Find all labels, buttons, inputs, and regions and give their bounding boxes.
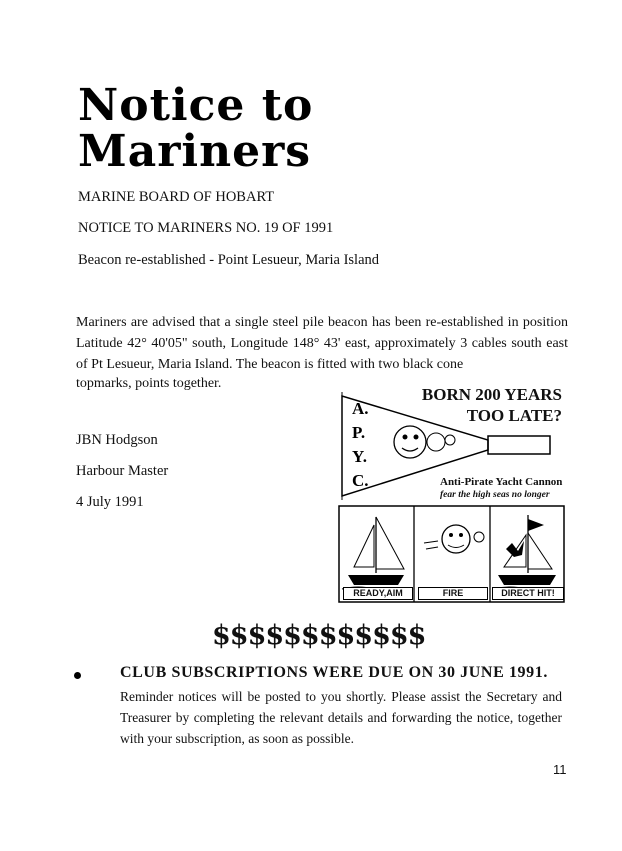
signatory-role: Harbour Master [76, 463, 169, 479]
panel-label-3: DIRECT HIT! [492, 587, 564, 600]
notice-number: NOTICE TO MARINERS NO. 19 OF 1991 [78, 220, 334, 236]
pennant-letter: A. [352, 399, 369, 418]
page-number: 11 [553, 762, 567, 777]
cannonball [427, 433, 445, 451]
pennant-letter: C. [352, 471, 369, 490]
cannonball-face [394, 426, 426, 458]
cannon-barrel [488, 436, 550, 454]
panel-label-2: FIRE [418, 587, 488, 600]
title-line-2: Mariners [78, 126, 312, 177]
pennant-letter: Y. [352, 447, 367, 466]
flying-cannonball [424, 525, 484, 553]
cannonball-small [445, 435, 455, 445]
subscriptions-text: Reminder notices will be posted to you shortly. Please assist the Secretary and Treasurer by completing the relevant details and forwarding the notice, together with your subscription, as soon as possible. [120, 689, 562, 746]
advert-tagline: fear the high seas no longer [440, 490, 550, 500]
board-name: MARINE BOARD OF HOBART [78, 189, 275, 205]
sailboat-left [342, 517, 408, 591]
advert-product: Anti-Pirate Yacht Cannon [440, 476, 563, 488]
notice-subject: Beacon re-established - Point Lesueur, Maria Island [78, 252, 380, 268]
advert-headline-2: TOO LATE? [466, 406, 562, 425]
dollar-banner: $$$$$$$$$$$$ [212, 620, 426, 651]
notice-date: 4 July 1991 [76, 494, 144, 510]
panel-label-1: READY,AIM [343, 587, 413, 600]
notice-paragraph: Mariners are advised that a single steel pile beacon has been re-established in position Latitude 42° 40'05" south, Longitude 148° 43' east, approximately 3 cables south east of Pt Lesueur, Maria Island. The beacon is fitted with two black cone [76, 315, 568, 372]
pennant-letter: P. [352, 423, 366, 442]
notice-paragraph-end: topmarks, points together. [76, 376, 222, 391]
signatory-name: JBN Hodgson [76, 432, 158, 448]
face-eye-right [414, 435, 419, 440]
subscriptions-heading: CLUB SUBSCRIPTIONS WERE DUE ON 30 JUNE 1991. [120, 664, 548, 681]
title-line-1: Notice to [78, 80, 314, 131]
advert-headline-1: BORN 200 YEARS [421, 385, 562, 404]
bullet-icon [74, 672, 81, 679]
sailboat-hit [494, 515, 560, 591]
face-eye-left [403, 435, 408, 440]
